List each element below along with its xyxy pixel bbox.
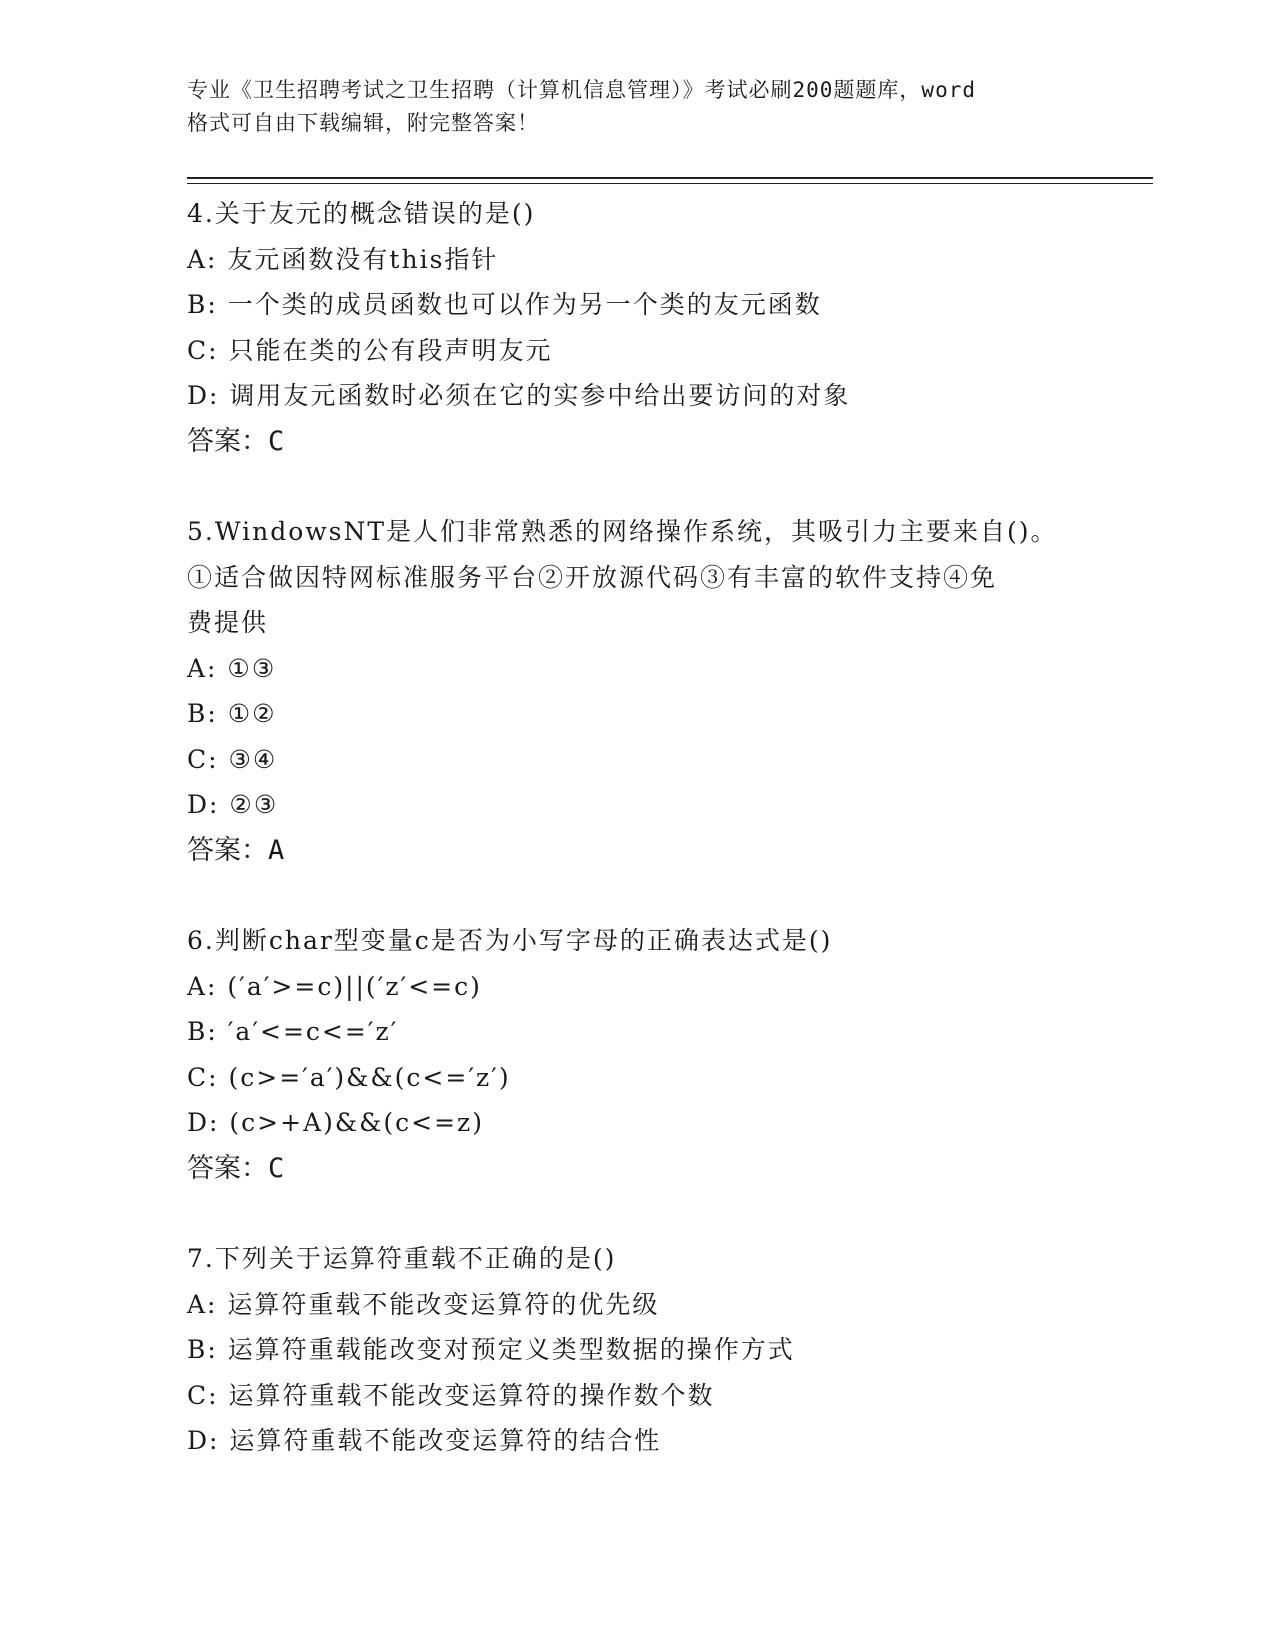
answer-label: 答案： xyxy=(187,425,268,457)
option-b: B: 运算符重载能改变对预定义类型数据的操作方式 xyxy=(187,1335,795,1364)
option-c: C: 只能在类的公有段声明友元 xyxy=(187,335,553,365)
option-a: A: 运算符重载不能改变运算符的优先级 xyxy=(187,1289,660,1319)
answer-line xyxy=(187,1146,1107,1192)
question-7 xyxy=(187,1236,1107,1464)
option-d: D: 运算符重载不能改变运算符的结合性 xyxy=(187,1426,662,1455)
option-b: B: 一个类的成员函数也可以作为另一个类的友元函数 xyxy=(187,290,822,319)
option-a: A: (′a′>=c)||(′z′<=c) xyxy=(187,971,482,1001)
question-stem-cont: 费提供 xyxy=(187,608,269,637)
question-stem: 7.下列关于运算符重载不正确的是() xyxy=(187,1244,617,1273)
option-b: B: ′a′<=c<=′z′ xyxy=(187,1017,399,1046)
answer-line xyxy=(187,828,1107,874)
answer-value: A xyxy=(268,834,285,866)
option-c: C: ③④ xyxy=(187,744,278,774)
header-divider-thick xyxy=(187,177,1153,179)
header-line-2: 格式可自由下载编辑，附完整答案！ xyxy=(187,111,539,135)
document-header xyxy=(187,74,1087,140)
option-a: A: ①③ xyxy=(187,653,277,683)
option-d: D: (c>+A)&&(c<=z) xyxy=(187,1108,484,1137)
answer-label: 答案： xyxy=(187,834,268,866)
answer-label: 答案： xyxy=(187,1152,268,1184)
question-4 xyxy=(187,191,1107,464)
header-line-1: 专业《卫生招聘考试之卫生招聘（计算机信息管理）》考试必刷200题题库，word xyxy=(187,78,976,102)
question-5 xyxy=(187,509,1107,873)
question-list xyxy=(187,191,1107,1464)
question-stem: 5.WindowsNT是人们非常熟悉的网络操作系统，其吸引力主要来自()。 xyxy=(187,517,1058,546)
answer-value: C xyxy=(268,1152,285,1184)
option-c: C: 运算符重载不能改变运算符的操作数个数 xyxy=(187,1380,715,1410)
option-d: D: 调用友元函数时必须在它的实参中给出要访问的对象 xyxy=(187,381,851,410)
question-stem-cont: ①适合做因特网标准服务平台②开放源代码③有丰富的软件支持④免 xyxy=(187,562,998,592)
header-divider-thin xyxy=(187,183,1153,184)
question-stem: 6.判断char型变量c是否为小写字母的正确表达式是() xyxy=(187,926,833,955)
option-c: C: (c>=′a′)&&(c<=′z′) xyxy=(187,1062,511,1092)
option-a: A: 友元函数没有this指针 xyxy=(187,244,499,274)
answer-line xyxy=(187,419,1107,465)
question-stem: 4.关于友元的概念错误的是() xyxy=(187,199,536,228)
option-b: B: ①② xyxy=(187,699,277,728)
option-d: D: ②③ xyxy=(187,790,279,819)
answer-value: C xyxy=(268,425,285,457)
question-6 xyxy=(187,918,1107,1191)
